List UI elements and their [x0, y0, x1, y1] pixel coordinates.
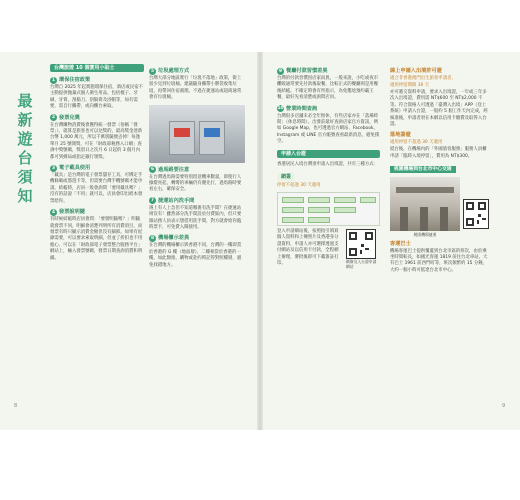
tip-number: 10 [277, 106, 284, 112]
tip-body: 台灣自 2025 年起實施環保住宿，酒店或民宿不主動提供抛棄式個人衛生用品，包括梳子、牙刷、牙膏、刮鬍刀、刮鬍膏及浴帽等，如有需要，需自行攜帶，或向櫃台索取。 [50, 85, 143, 110]
onsite-permit-sub1: 適合非香港澳門出生旅客申請者， [390, 76, 456, 81]
tip-title: 9 餐廳付款習慣差異 [278, 68, 328, 74]
tip-title: 6 過馬路要注意 [150, 166, 190, 173]
tip-title: 2 發票兌獎 [51, 114, 80, 121]
tip-body: 遇上有人上急但不知道哪裏有洗手間？在捷運站則沒有！雖然部分洗手間設於付費區內，但只要跟站務人員表示想借用洗手間，對方就會給你臨時票卡，可免費入閘使用。 [149, 205, 242, 231]
arrival-section-header: 申請入台證 [277, 150, 380, 158]
tip-number: 4 [51, 209, 56, 215]
tip-title: 7 捷運站內洗手間 [150, 197, 195, 204]
onsite-permit-sub2: 適用停留期限 30 天 [390, 83, 430, 88]
tip-body: 在台灣購物消費後會獲得統一發票（俗稱「發票」），就算是旅客也可以兌獎的，最高獎金達新台幣 1,000 萬元，所以千萬別隨便丟掉！每逢單月 25 號開獎，可在「財政部稅務入口網」查詢中獎號碼，獎項日之次月 6 日起的 3 個月內都可到郵局或指定銀行領獎。 [50, 122, 143, 160]
landing-visa-body: 抵台後，在機場內的「外國旅客服務」服務人員櫃申請「臨時入境停留」，費用為 NT$300。 [390, 147, 487, 159]
column-2 [149, 64, 245, 271]
tip-body: 在台灣過馬路需要特別留意機車數量，即使行人綠燈亮起，轉彎的車輛仍有優先行，過馬路時要看左右，確保安全。 [149, 174, 242, 193]
page-number-right: 9 [502, 403, 506, 409]
tip-body: 台灣大部分地區實行「垃圾不落地」政策，街上很少見到垃圾桶。建議隨身攜帶小膠袋收集垃圾，再帶回住宿處理。不過在捷運站或超商通常會有垃圾桶。 [149, 76, 242, 101]
qr-code[interactable] [463, 199, 489, 229]
tip-body: 台灣的付款習慣因店家而異，一般來說，小吃或夜市攤販通常要先付款後取餐，比較正式的餐廳則是用餐後結帳。不確定時會有所指示，為免尷尬預約霸王餐，最好先看清楚或詢問店員。 [277, 76, 378, 101]
visa-flow-diagram [277, 192, 380, 226]
column-3 [277, 64, 380, 270]
tip-title: 5 垃圾處理方式 [150, 68, 190, 74]
section-header: 台灣旅遊 10 個實用小貼士 [50, 64, 144, 72]
tip-body: 在台灣的機場櫃示與香港不同，台灣的一樓即當於香港的 G 樓（地面層），二樓相當於香港的一樓，如此類推，購物或赴約時記得對照樓層，避免找錯地方。 [149, 243, 242, 268]
tip-number: 5 [150, 68, 155, 74]
spine-shadow [257, 52, 263, 430]
column-4 [390, 64, 489, 276]
airport-transport-header: 桃園機場到台北市中心交通 [390, 166, 456, 173]
qr-caption: 網簽及入台證申請網站 [346, 259, 377, 270]
tip-number: 9 [278, 68, 283, 74]
tip-title: 1 環保住宿政策 [51, 77, 91, 83]
online-visa-body: 登入申請網站後，按照指引填寫個人資料和上傳照片及香港身分證資料，申請人亦可選擇透過支付網站及以信用卡付款，全程網上辦理，審批後即可下載簽証打印。 [277, 229, 339, 267]
arrival-intro: 香港居民入境台灣須申請入出境證，共有三種方式： [277, 161, 378, 167]
tip-title: 4 發票說明隨 [51, 209, 85, 216]
tip-title: 10 營業時間查詢 [277, 105, 318, 112]
trash-bin-photo [149, 105, 245, 163]
landing-visa-sub: 適用停留不超過 30 天適用 [390, 140, 443, 146]
tip-number: 2 [51, 115, 56, 121]
vertical-title: 最 新 遊 台 須 知 [17, 92, 33, 205]
bus-title: 客運巴士 [390, 240, 411, 247]
tip-number: 7 [150, 198, 155, 204]
onsite-permit-body: 亦可遞交資料申請，要求入出境證，一年或三年多次入出境證，費用需 NT$600 至 NT$2,000 不等。符合資格人可透過「臺灣入出境」APP（登上系統）申請入台證，一般約 5 個工作天內完成，經核准後，申請者須在本網以信用卡繳費及取得入台證。 [390, 90, 488, 128]
station-caption: 桃園機場捷運 [413, 231, 437, 237]
tip-title: 3 電子載具使用 [51, 165, 91, 172]
column-1 [50, 64, 144, 264]
tip-number: 3 [51, 165, 56, 171]
tip-number: 1 [51, 77, 56, 83]
qr-code[interactable] [346, 229, 376, 259]
online-visa-sub: 停留不超過 30 天適用 [277, 183, 321, 189]
tip-number: 8 [150, 235, 155, 241]
tip-title: 8 機場櫃示差異 [150, 235, 190, 242]
tip-number: 6 [150, 167, 155, 173]
tip-body: 有時候結帳時店員會問：「要發明隨嗎？」明隨就發票不同，明細會清楚列明所有消費項目，而發票有時只顯示消費金額但沒有細節。如果有紀錄需要，可以要求索取明細，但並了折扣也不用擔心，可以在「財政部電子發票整合服務平台」網站上，輸入發票號碼，發票日期查詢消費和明細。 [50, 217, 143, 261]
landing-visa-title: 落地簽證 [390, 132, 411, 139]
tip-body: 「載具」是台灣的電子發票儲存工具，可綁定手機條碼或悠遊卡等，但需要台灣手機號碼才能申請。結帳時，店員一般會詢問「要用載具嗎？」沒有的話說「不用」就可以，店員會印出紙本發票給你。 [50, 173, 143, 204]
tip-body: 台灣很多店舖未必全年無休，有些店家亦在「落場時間」（休息時間）。出發前最好查詢店家官方資訊，例如 Google Map，也可透過官方網站、Facebook、Instagram 或 LINE 官方帳號查看最新消息，避免撲空。 [277, 113, 380, 145]
online-visa-title: 網簽 [277, 173, 295, 181]
page-number-left: 8 [14, 403, 18, 409]
airport-metro-photo [390, 177, 460, 231]
onsite-permit-title: 線上申請入出境許可證 [390, 68, 442, 74]
bus-body: 機場客運巴士提供覆蓋到台北市區的班次，由於乘坐時間較長，如國光客運 1819 前往台北車站，大有巴士 1961 前西門町等，班次頻繁約 15 分鐘，大約一個小時可抵達台北市中心。 [390, 248, 488, 273]
